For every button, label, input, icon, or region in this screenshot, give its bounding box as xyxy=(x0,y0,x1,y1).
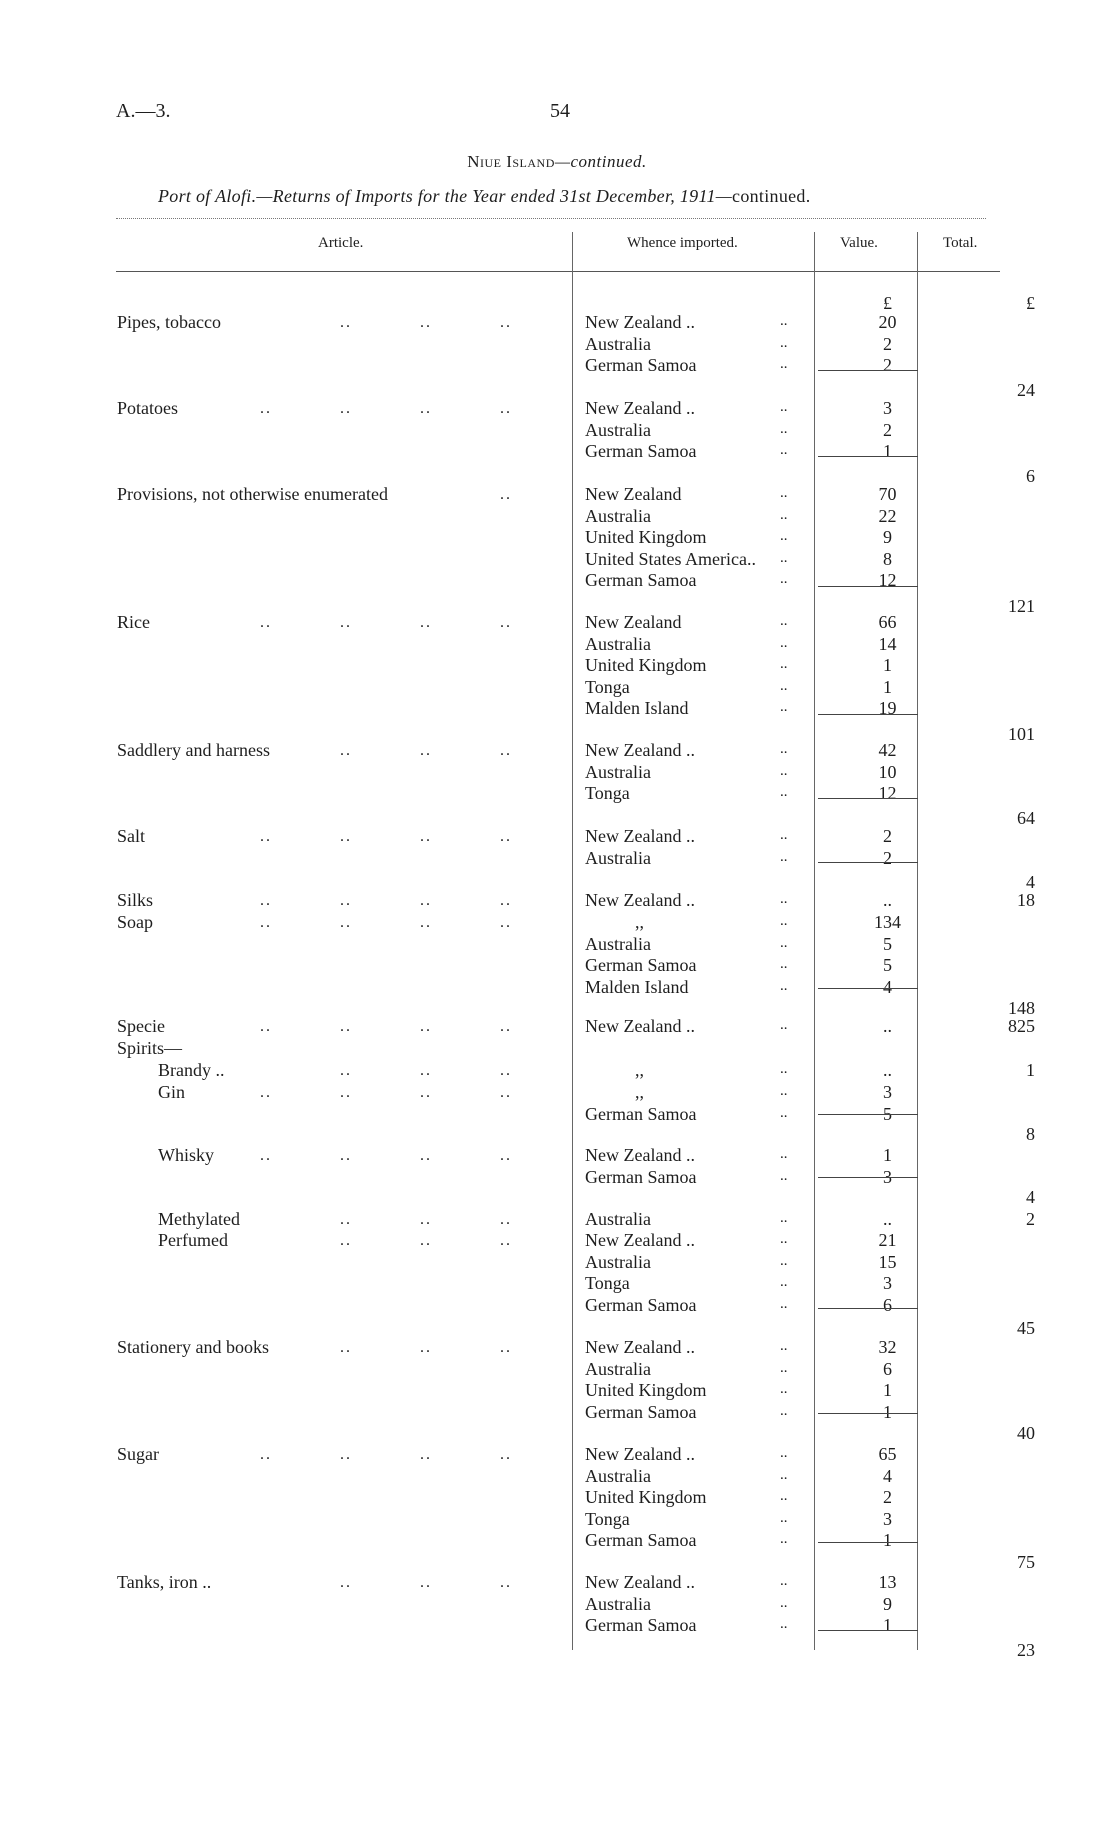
import-value: 6 xyxy=(883,1358,892,1379)
country-leader-dots: .. xyxy=(780,1083,788,1099)
leader-dot: .. xyxy=(420,1084,432,1101)
article-leader-dots xyxy=(226,614,554,632)
table-top-rule xyxy=(116,218,986,219)
country-leader-dots: .. xyxy=(780,334,788,351)
leader-dot: .. xyxy=(340,914,352,931)
import-value: 3 xyxy=(883,398,892,418)
country-leader-dots: .. xyxy=(780,913,788,929)
leader-dot: .. xyxy=(260,1147,272,1164)
article-label: Perfumed xyxy=(158,1230,228,1250)
country-name: United States America.. xyxy=(585,548,756,569)
import-value: 9 xyxy=(883,527,892,547)
import-value: .. xyxy=(883,1060,892,1080)
article-leader-dots xyxy=(226,1211,554,1229)
value-currency-symbol: £ xyxy=(883,293,892,313)
leader-dot: .. xyxy=(500,1084,512,1101)
country-name: New Zealand .. xyxy=(585,1145,695,1165)
article-label: Salt xyxy=(117,826,146,846)
leader-dot: .. xyxy=(340,614,352,631)
country-name: Australia xyxy=(585,761,651,782)
article-label: Specie xyxy=(117,1016,165,1036)
total-currency-symbol: £ xyxy=(1026,293,1035,313)
article-label: Tanks, iron .. xyxy=(117,1572,212,1592)
import-value: 4 xyxy=(883,976,892,997)
country-name: United Kingdom xyxy=(585,655,707,675)
country-name: New Zealand xyxy=(585,484,682,504)
country-leader-dots: .. xyxy=(780,1509,788,1526)
country-leader-dots: .. xyxy=(780,528,788,544)
country-leader-dots: .. xyxy=(780,1252,788,1269)
row-total: 64 xyxy=(1017,808,1035,828)
import-value: 1 xyxy=(883,441,892,461)
subtotal-rule xyxy=(818,1177,918,1178)
header-bottom-rule xyxy=(116,271,1000,272)
import-value: 6 xyxy=(883,1294,892,1315)
row-total: 1 xyxy=(1026,1060,1035,1080)
import-value: 134 xyxy=(874,912,901,932)
leader-dot: .. xyxy=(420,828,432,845)
row-total: 2 xyxy=(1026,1209,1035,1229)
leader-dot: .. xyxy=(500,1211,512,1228)
row-total: 825 xyxy=(1008,1016,1035,1036)
import-value: 65 xyxy=(878,1444,897,1464)
subtotal-rule xyxy=(818,456,918,457)
import-value: 3 xyxy=(883,1082,892,1102)
caption-continued: continued. xyxy=(732,186,811,206)
country-name: Tonga xyxy=(585,1273,630,1293)
article-label: Silks xyxy=(117,890,154,910)
country-leader-dots: .. xyxy=(780,549,788,566)
country-leader-dots: .. xyxy=(780,1017,788,1033)
country-name: New Zealand .. xyxy=(585,312,695,332)
import-value: 3 xyxy=(883,1166,892,1187)
leader-dot: .. xyxy=(340,314,352,331)
country-name: Australia xyxy=(585,333,651,354)
import-value: 8 xyxy=(883,548,892,569)
leader-dot: .. xyxy=(260,828,272,845)
article-label: Methylated xyxy=(158,1209,240,1229)
import-value: 66 xyxy=(878,612,897,632)
import-value: 14 xyxy=(878,633,897,654)
leader-dot: .. xyxy=(500,828,512,845)
leader-dot: .. xyxy=(340,1018,352,1035)
country-leader-dots: .. xyxy=(780,1466,788,1483)
import-value: 15 xyxy=(878,1251,897,1272)
leader-dot: .. xyxy=(420,1339,432,1356)
row-total: 40 xyxy=(1017,1423,1035,1443)
country-leader-dots: .. xyxy=(780,956,788,972)
leader-dot: .. xyxy=(500,1232,512,1249)
country-leader-dots: .. xyxy=(780,420,788,437)
import-value: 5 xyxy=(883,933,892,954)
leader-dot: .. xyxy=(420,1211,432,1228)
import-value: 5 xyxy=(883,1103,892,1124)
leader-dot: .. xyxy=(260,914,272,931)
article-leader-dots xyxy=(226,1084,554,1102)
import-value: 2 xyxy=(883,333,892,354)
leader-dot: .. xyxy=(500,1062,512,1079)
country-name: Tonga xyxy=(585,1508,630,1529)
country-name: Australia xyxy=(585,1465,651,1486)
country-name: German Samoa xyxy=(585,1401,697,1422)
country-leader-dots: .. xyxy=(780,1167,788,1184)
leader-dot: .. xyxy=(340,828,352,845)
import-value: 12 xyxy=(878,783,897,803)
country-leader-dots: .. xyxy=(780,891,788,907)
leader-dot: .. xyxy=(340,1211,352,1228)
import-value: 1 xyxy=(883,655,892,675)
column-header-article: Article. xyxy=(318,235,364,251)
article-leader-dots xyxy=(226,486,554,504)
article-leader-dots xyxy=(226,914,554,932)
country-name: Tonga xyxy=(585,676,630,697)
country-leader-dots: .. xyxy=(780,571,788,587)
country-name: New Zealand .. xyxy=(585,890,695,910)
country-name: German Samoa xyxy=(585,1166,697,1187)
leader-dot: .. xyxy=(340,742,352,759)
country-leader-dots: .. xyxy=(780,1146,788,1162)
subtotal-rule xyxy=(818,1114,918,1115)
country-name: New Zealand .. xyxy=(585,398,695,418)
subtotal-rule xyxy=(818,798,918,799)
leader-dot: .. xyxy=(340,1339,352,1356)
country-name: German Samoa xyxy=(585,1294,697,1315)
country-leader-dots: .. xyxy=(780,485,788,501)
column-divider-whence xyxy=(814,232,815,1650)
article-label: Stationery and books xyxy=(117,1337,269,1357)
leader-dot: .. xyxy=(340,1062,352,1079)
country-ditto: ,, xyxy=(635,1060,644,1080)
import-value: 12 xyxy=(878,570,897,590)
country-leader-dots: .. xyxy=(780,1274,788,1290)
import-value: 1 xyxy=(883,676,892,697)
import-value: .. xyxy=(883,890,892,910)
country-name: New Zealand .. xyxy=(585,1016,695,1036)
page-number: 54 xyxy=(550,100,570,122)
article-label: Pipes, tobacco xyxy=(117,312,221,332)
import-value: 2 xyxy=(883,355,892,375)
leader-dot: .. xyxy=(420,1062,432,1079)
country-name: Australia xyxy=(585,505,651,526)
article-label: Soap xyxy=(117,912,153,932)
country-leader-dots: .. xyxy=(780,1402,788,1419)
article-leader-dots xyxy=(226,400,554,418)
country-leader-dots: .. xyxy=(780,1573,788,1589)
import-value: .. xyxy=(883,1016,892,1036)
leader-dot: .. xyxy=(420,1574,432,1591)
country-name: New Zealand xyxy=(585,612,682,632)
row-total: 4 xyxy=(1026,1187,1035,1207)
country-name: Australia xyxy=(585,1209,651,1229)
row-total: 8 xyxy=(1026,1124,1035,1144)
country-ditto: ,, xyxy=(635,1082,644,1102)
subtotal-rule xyxy=(818,1630,918,1631)
country-leader-dots: .. xyxy=(780,934,788,951)
import-value: 1 xyxy=(883,1615,892,1635)
leader-dot: .. xyxy=(340,1446,352,1463)
country-name: Australia xyxy=(585,1251,651,1272)
import-value: 13 xyxy=(878,1572,897,1592)
country-name: Tonga xyxy=(585,783,630,803)
leader-dot: .. xyxy=(500,1574,512,1591)
article-leader-dots xyxy=(226,828,554,846)
import-value: 22 xyxy=(878,505,897,526)
subtotal-rule xyxy=(818,1413,918,1414)
country-leader-dots: .. xyxy=(780,1359,788,1376)
leader-dot: .. xyxy=(260,400,272,417)
country-leader-dots: .. xyxy=(780,313,788,329)
leader-dot: .. xyxy=(500,314,512,331)
import-value: 70 xyxy=(878,484,897,504)
leader-dot: .. xyxy=(260,892,272,909)
leader-dot: .. xyxy=(420,400,432,417)
country-leader-dots: .. xyxy=(780,399,788,415)
import-value: 1 xyxy=(883,1401,892,1422)
country-name: Australia xyxy=(585,933,651,954)
article-label: Brandy .. xyxy=(158,1060,225,1080)
country-leader-dots: .. xyxy=(780,1210,788,1226)
country-leader-dots: .. xyxy=(780,677,788,694)
import-value: 2 xyxy=(883,1487,892,1507)
article-leader-dots xyxy=(226,1232,554,1250)
import-value: .. xyxy=(883,1209,892,1229)
leader-dot: .. xyxy=(420,1446,432,1463)
article-label: Potatoes xyxy=(117,398,178,418)
import-value: 5 xyxy=(883,955,892,975)
import-value: 21 xyxy=(878,1230,897,1250)
article-leader-dots xyxy=(226,1339,554,1357)
column-header-value: Value. xyxy=(840,235,878,251)
country-name: Malden Island xyxy=(585,976,689,997)
country-leader-dots: .. xyxy=(780,356,788,372)
country-name: New Zealand .. xyxy=(585,826,695,846)
country-leader-dots: .. xyxy=(780,656,788,672)
leader-dot: .. xyxy=(500,892,512,909)
country-name: Australia xyxy=(585,1358,651,1379)
leader-dot: .. xyxy=(420,614,432,631)
leader-dot: .. xyxy=(340,1232,352,1249)
article-label: Sugar xyxy=(117,1444,159,1464)
subtotal-rule xyxy=(818,370,918,371)
leader-dot: .. xyxy=(340,1574,352,1591)
country-name: German Samoa xyxy=(585,1530,697,1550)
article-leader-dots xyxy=(226,1446,554,1464)
row-total: 75 xyxy=(1017,1552,1035,1572)
country-leader-dots: .. xyxy=(780,1061,788,1077)
leader-dot: .. xyxy=(340,1147,352,1164)
country-name: Australia xyxy=(585,847,651,868)
country-leader-dots: .. xyxy=(780,699,788,715)
article-leader-dots xyxy=(226,892,554,910)
country-leader-dots: .. xyxy=(780,977,788,994)
leader-dot: .. xyxy=(500,1446,512,1463)
subtotal-rule xyxy=(818,862,918,863)
country-leader-dots: .. xyxy=(780,1231,788,1247)
leader-dot: .. xyxy=(260,1084,272,1101)
subtotal-rule xyxy=(818,1308,918,1309)
leader-dot: .. xyxy=(260,614,272,631)
country-name: United Kingdom xyxy=(585,527,707,547)
subtotal-rule xyxy=(818,586,918,587)
row-total: 148 xyxy=(1008,998,1035,1018)
country-name: New Zealand .. xyxy=(585,1444,695,1464)
leader-dot: .. xyxy=(340,892,352,909)
leader-dot: .. xyxy=(500,1018,512,1035)
import-value: 2 xyxy=(883,419,892,440)
article-leader-dots xyxy=(226,1147,554,1165)
country-name: German Samoa xyxy=(585,1615,697,1635)
article-leader-dots xyxy=(226,742,554,760)
row-total: 45 xyxy=(1017,1318,1035,1338)
country-leader-dots: .. xyxy=(780,1104,788,1121)
import-value: 3 xyxy=(883,1508,892,1529)
import-value: 2 xyxy=(883,847,892,868)
import-value: 1 xyxy=(883,1380,892,1400)
subtotal-rule xyxy=(818,1542,918,1543)
country-name: German Samoa xyxy=(585,1103,697,1124)
table-caption xyxy=(158,186,811,207)
import-value: 10 xyxy=(878,761,897,782)
country-leader-dots: .. xyxy=(780,1594,788,1611)
import-value: 2 xyxy=(883,826,892,846)
country-leader-dots: .. xyxy=(780,848,788,865)
country-name: New Zealand .. xyxy=(585,1337,695,1357)
country-leader-dots: .. xyxy=(780,1338,788,1354)
country-name: New Zealand .. xyxy=(585,740,695,760)
leader-dot: .. xyxy=(500,486,512,503)
import-value: 1 xyxy=(883,1530,892,1550)
leader-dot: .. xyxy=(500,742,512,759)
leader-dot: .. xyxy=(340,1084,352,1101)
country-leader-dots: .. xyxy=(780,1531,788,1547)
country-leader-dots: .. xyxy=(780,506,788,523)
caption-text: Port of Alofi.—Returns of Imports for the Year ended 31st December, 1911— xyxy=(158,186,733,206)
country-name: Australia xyxy=(585,1593,651,1614)
row-total: 23 xyxy=(1017,1640,1035,1660)
article-label: Rice xyxy=(117,612,150,632)
import-value: 3 xyxy=(883,1273,892,1293)
country-name: United Kingdom xyxy=(585,1487,707,1507)
heading-title: Niue Island xyxy=(467,152,555,171)
leader-dot: .. xyxy=(420,1147,432,1164)
country-name: Australia xyxy=(585,419,651,440)
heading-continued: —continued. xyxy=(554,152,647,171)
leader-dot: .. xyxy=(420,914,432,931)
leader-dot: .. xyxy=(500,1339,512,1356)
leader-dot: .. xyxy=(420,742,432,759)
leader-dot: .. xyxy=(500,1147,512,1164)
leader-dot: .. xyxy=(420,1232,432,1249)
country-leader-dots: .. xyxy=(780,784,788,800)
import-value: 4 xyxy=(883,1465,892,1486)
article-label: Gin xyxy=(158,1082,185,1102)
import-value: 42 xyxy=(878,740,897,760)
country-leader-dots: .. xyxy=(780,1295,788,1312)
country-name: German Samoa xyxy=(585,355,697,375)
leader-dot: .. xyxy=(500,614,512,631)
country-leader-dots: .. xyxy=(780,613,788,629)
subtotal-rule xyxy=(818,988,918,989)
import-value: 32 xyxy=(878,1337,897,1357)
leader-dot: .. xyxy=(420,314,432,331)
article-label: Spirits— xyxy=(117,1038,183,1058)
leader-dot: .. xyxy=(260,1446,272,1463)
country-leader-dots: .. xyxy=(780,1445,788,1461)
article-leader-dots xyxy=(226,314,554,332)
country-leader-dots: .. xyxy=(780,1488,788,1504)
country-name: Australia xyxy=(585,633,651,654)
row-total: 24 xyxy=(1017,380,1035,400)
column-divider-article xyxy=(572,232,573,1650)
row-total: 4 xyxy=(1026,872,1035,892)
import-value: 20 xyxy=(878,312,897,332)
page-reference: A.—3. xyxy=(116,100,171,122)
country-name: United Kingdom xyxy=(585,1380,707,1400)
subtotal-rule xyxy=(818,714,918,715)
country-name: German Samoa xyxy=(585,955,697,975)
column-header-total: Total. xyxy=(943,235,978,251)
article-leader-dots xyxy=(226,1018,554,1036)
country-leader-dots: .. xyxy=(780,741,788,757)
leader-dot: .. xyxy=(260,1018,272,1035)
country-name: German Samoa xyxy=(585,441,697,461)
leader-dot: .. xyxy=(420,892,432,909)
country-ditto: ,, xyxy=(635,912,644,932)
country-leader-dots: .. xyxy=(780,1616,788,1632)
article-label: Saddlery and harness xyxy=(117,740,270,760)
row-total: 18 xyxy=(1017,890,1035,910)
country-name: German Samoa xyxy=(585,570,697,590)
row-total: 121 xyxy=(1008,596,1035,616)
country-leader-dots: .. xyxy=(780,442,788,458)
country-name: Malden Island xyxy=(585,698,689,718)
import-value: 9 xyxy=(883,1593,892,1614)
article-leader-dots xyxy=(226,1574,554,1592)
article-leader-dots xyxy=(226,1062,554,1080)
leader-dot: .. xyxy=(340,400,352,417)
leader-dot: .. xyxy=(500,914,512,931)
import-value: 19 xyxy=(878,698,897,718)
row-total: 101 xyxy=(1008,724,1035,744)
country-leader-dots: .. xyxy=(780,634,788,651)
country-leader-dots: .. xyxy=(780,827,788,843)
country-name: New Zealand .. xyxy=(585,1230,695,1250)
column-header-whence: Whence imported. xyxy=(627,235,738,251)
country-name: New Zealand .. xyxy=(585,1572,695,1592)
country-leader-dots: .. xyxy=(780,762,788,779)
leader-dot: .. xyxy=(500,400,512,417)
article-label: Whisky xyxy=(158,1145,214,1165)
leader-dot: .. xyxy=(420,1018,432,1035)
article-label: Provisions, not otherwise enumerated xyxy=(117,484,388,504)
country-leader-dots: .. xyxy=(780,1381,788,1397)
row-total: 6 xyxy=(1026,466,1035,486)
section-heading xyxy=(0,152,1114,172)
import-value: 1 xyxy=(883,1145,892,1165)
